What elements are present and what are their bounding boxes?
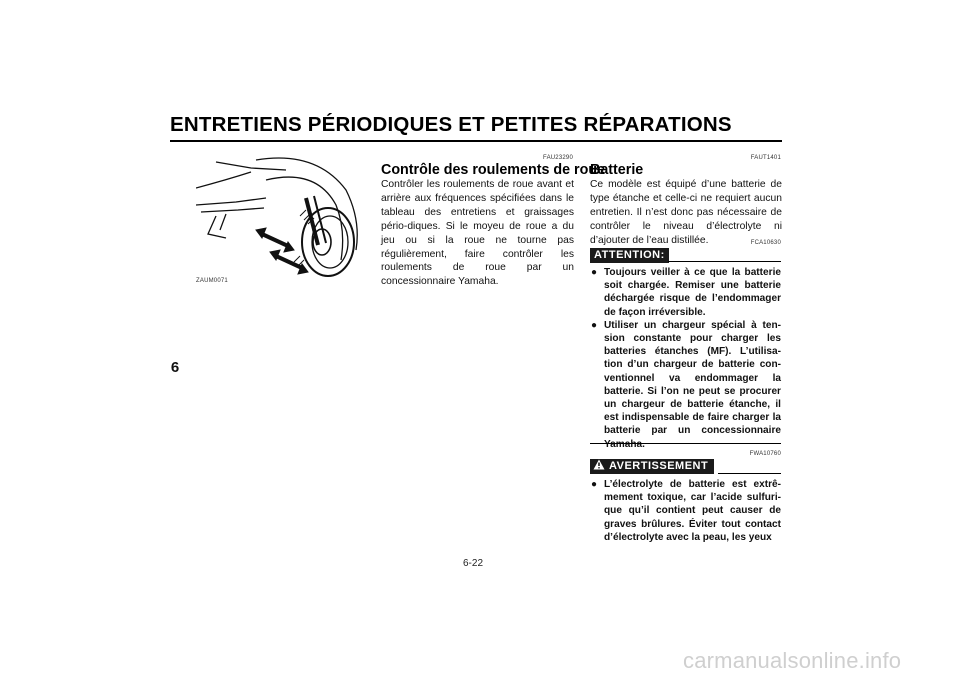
scooter-front-wheel-drawing	[196, 150, 366, 278]
warning-list	[590, 478, 781, 544]
wheel-illustration	[196, 150, 366, 278]
chapter-tab: 6	[170, 359, 180, 376]
battery-section-code: FAUT1401	[750, 155, 781, 161]
page-number: 6-22	[463, 558, 484, 569]
wheel-section-body: Contrôler les roulements de roue avant et arrière aux fréquences spécifiées dans le tableau des entretiens et graissages pério-diques. Si le moyeu de roue a du jeu ou si la roue ne tourne pas régulièrement, faire contrôler les roulements de roue par un concessionnaire Yamaha.	[381, 179, 574, 288]
wheel-section-code: FAU23290	[543, 155, 573, 161]
battery-section-body: Ce modèle est équipé d’une batterie de type étanche et celle-ci ne requiert aucun entretien. Il n’est donc pas nécessaire de contrôler le niveau d’électrolyte ni d’ajouter de l’eau distillée.	[590, 179, 782, 246]
bullet-icon: ●	[591, 319, 598, 331]
bullet-icon: ●	[591, 267, 598, 278]
warning-badge-rule	[718, 473, 781, 474]
attention-list	[590, 266, 781, 451]
wheel-section-title: Contrôle des roulements de roue	[381, 162, 606, 178]
watermark: carmanualsonline.info	[683, 648, 902, 673]
header-rule	[170, 140, 782, 142]
figure-code: ZAUM0071	[196, 278, 228, 284]
warning-code: FWA10760	[749, 451, 781, 457]
attention-badge: ATTENTION:	[590, 248, 669, 263]
attention-item: ● Toujours veiller à ce que la batterie soit chargée. Remiser une batterie déchargée risque de l’endommager de façon irréversible.	[591, 267, 781, 318]
attention-badge-rule	[668, 261, 781, 262]
attention-item: ● Utiliser un chargeur spécial à ten-sion constante pour charger les batteries étanches (MF). L’utilisa-tion d’un chargeur de batterie con-ventionnel va endommager la batterie. Si l’on ne peut se procurer un chargeur de batterie étanche, il est indispensable de faire charger la batterie par un concessionnaire Yamaha.	[591, 319, 781, 450]
warning-triangle-icon	[593, 459, 605, 470]
bullet-icon: ●	[591, 479, 598, 490]
attention-end-rule	[590, 443, 781, 444]
page-header-title: ENTRETIENS PÉRIODIQUES ET PETITES RÉPARATIONS	[170, 113, 732, 136]
warning-badge: AVERTISSEMENT	[590, 459, 714, 474]
warning-item: ● L’électrolyte de batterie est extrê-mement toxique, car l’acide sulfuri-que qu’il contient peut causer de graves brûlures. Éviter tout contact d’électrolyte avec la peau, les yeux	[591, 479, 781, 543]
battery-section-title: Batterie	[590, 162, 644, 178]
attention-code: FCA10630	[750, 240, 781, 246]
